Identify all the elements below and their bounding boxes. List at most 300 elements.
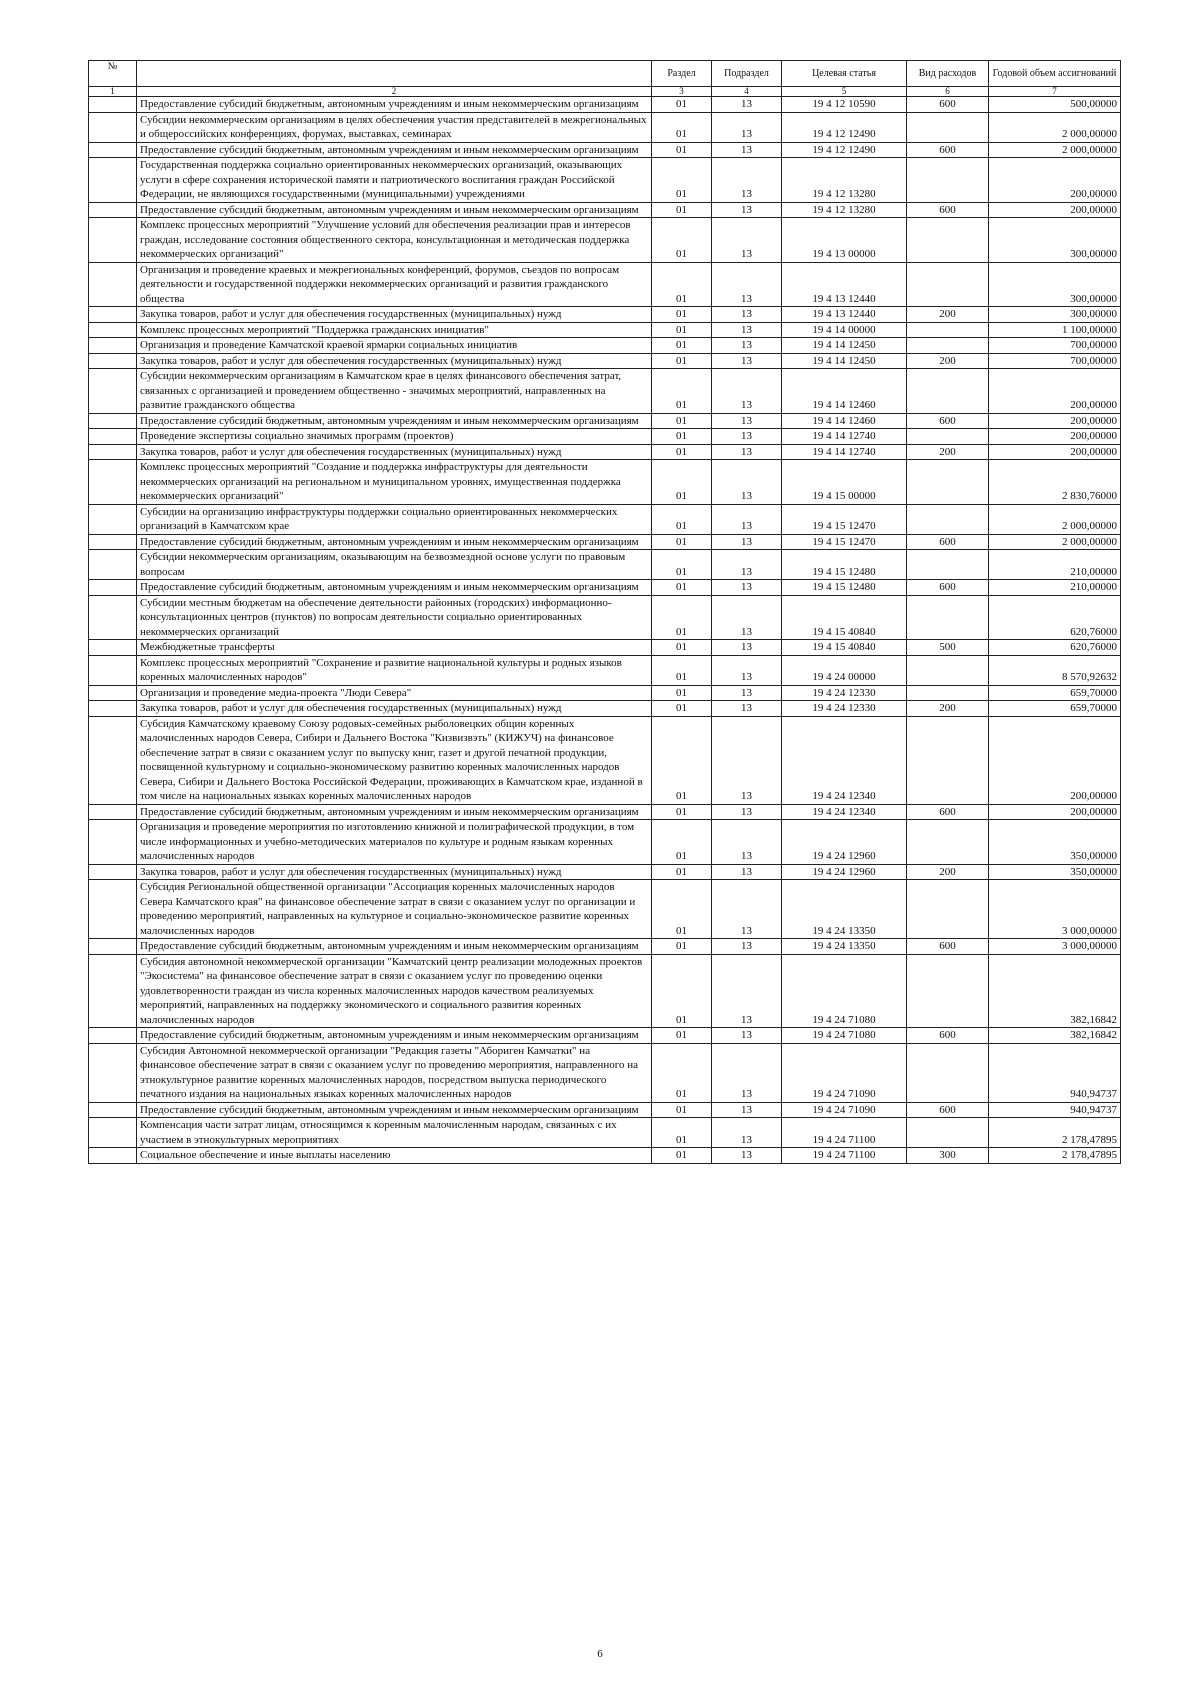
row-description-cell: Предоставление субсидий бюджетным, автономным учреждениям и иным некоммерческим организациям: [137, 413, 652, 429]
row-expense-type-cell: 600: [907, 413, 989, 429]
table-row: [89, 701, 1121, 717]
row-razdel-cell: 01: [652, 112, 712, 142]
row-podrazdel-cell: 13: [712, 413, 782, 429]
row-num-cell: [89, 880, 137, 939]
table-row: [89, 685, 1121, 701]
row-description-cell: Проведение экспертизы социально значимых программ (проектов): [137, 429, 652, 445]
row-target-cell: 19 4 14 12740: [782, 444, 907, 460]
header-podrazdel: Подраздел: [712, 61, 782, 87]
row-razdel-cell: 01: [652, 716, 712, 804]
row-description-cell: Закупка товаров, работ и услуг для обеспечения государственных (муниципальных) нужд: [137, 864, 652, 880]
row-expense-type-cell: [907, 369, 989, 414]
row-podrazdel-cell: 13: [712, 655, 782, 685]
row-description-cell: Комплекс процессных мероприятий "Поддержка гражданских инициатив": [137, 322, 652, 338]
row-podrazdel-cell: 13: [712, 338, 782, 354]
row-razdel-cell: 01: [652, 939, 712, 955]
row-razdel-cell: 01: [652, 142, 712, 158]
row-target-cell: 19 4 24 71100: [782, 1118, 907, 1148]
row-description-cell: Субсидия автономной некоммерческой организации "Камчатский центр реализации молодежных проектов "Экосистема" на финансовое обеспечение затрат в связи с оказанием услуг по проведению оценки удовлетворенности граждан из числа коренных малочисленных народов качеством реализуемых мероприятий, направленных на поддержку экономического и социального развития коренных малочисленных народов: [137, 954, 652, 1028]
row-target-cell: 19 4 24 12340: [782, 804, 907, 820]
row-amount-cell: 659,70000: [989, 685, 1121, 701]
row-amount-cell: 8 570,92632: [989, 655, 1121, 685]
row-podrazdel-cell: 13: [712, 954, 782, 1028]
row-target-cell: 19 4 24 12960: [782, 820, 907, 865]
row-description-cell: Комплекс процессных мероприятий "Сохранение и развитие национальной культуры и родных языков коренных малочисленных народов": [137, 655, 652, 685]
row-description-cell: Организация и проведение краевых и межрегиональных конференций, форумов, съездов по вопросам деятельности и государственной поддержки некоммерческих организаций и развития гражданского общества: [137, 262, 652, 307]
row-amount-cell: 200,00000: [989, 158, 1121, 203]
row-target-cell: 19 4 14 12460: [782, 413, 907, 429]
row-expense-type-cell: [907, 218, 989, 263]
row-expense-type-cell: 600: [907, 580, 989, 596]
table-body: [89, 97, 1121, 1164]
row-expense-type-cell: [907, 322, 989, 338]
row-expense-type-cell: 600: [907, 939, 989, 955]
row-podrazdel-cell: 13: [712, 353, 782, 369]
row-razdel-cell: 01: [652, 413, 712, 429]
row-target-cell: 19 4 15 40840: [782, 640, 907, 656]
row-target-cell: 19 4 24 71100: [782, 1148, 907, 1164]
header-index-2: 2: [137, 87, 652, 97]
row-expense-type-cell: 200: [907, 444, 989, 460]
header-expense-type: Вид расходов: [907, 61, 989, 87]
row-podrazdel-cell: 13: [712, 112, 782, 142]
row-amount-cell: 200,00000: [989, 202, 1121, 218]
row-num-cell: [89, 864, 137, 880]
table-row: [89, 262, 1121, 307]
row-podrazdel-cell: 13: [712, 1118, 782, 1148]
row-amount-cell: 620,76000: [989, 640, 1121, 656]
row-razdel-cell: 01: [652, 1028, 712, 1044]
row-razdel-cell: 01: [652, 97, 712, 113]
row-expense-type-cell: [907, 504, 989, 534]
row-description-cell: Организация и проведение Камчатской краевой ярмарки социальных инициатив: [137, 338, 652, 354]
row-expense-type-cell: [907, 158, 989, 203]
row-description-cell: Предоставление субсидий бюджетным, автономным учреждениям и иным некоммерческим организациям: [137, 142, 652, 158]
row-target-cell: 19 4 24 12340: [782, 716, 907, 804]
row-description-cell: Организация и проведение медиа-проекта "Люди Севера": [137, 685, 652, 701]
row-amount-cell: 700,00000: [989, 353, 1121, 369]
row-razdel-cell: 01: [652, 804, 712, 820]
row-description-cell: Предоставление субсидий бюджетным, автономным учреждениям и иным некоммерческим организациям: [137, 580, 652, 596]
budget-table: [88, 60, 1121, 1164]
row-target-cell: 19 4 24 71090: [782, 1102, 907, 1118]
row-amount-cell: 620,76000: [989, 595, 1121, 640]
row-expense-type-cell: [907, 880, 989, 939]
row-num-cell: [89, 655, 137, 685]
row-target-cell: 19 4 14 12460: [782, 369, 907, 414]
row-podrazdel-cell: 13: [712, 804, 782, 820]
row-target-cell: 19 4 13 12440: [782, 262, 907, 307]
row-num-cell: [89, 460, 137, 505]
row-amount-cell: 300,00000: [989, 218, 1121, 263]
row-target-cell: 19 4 15 40840: [782, 595, 907, 640]
row-amount-cell: 2 000,00000: [989, 504, 1121, 534]
row-num-cell: [89, 685, 137, 701]
row-description-cell: Социальное обеспечение и иные выплаты населению: [137, 1148, 652, 1164]
row-podrazdel-cell: 13: [712, 142, 782, 158]
row-expense-type-cell: 600: [907, 804, 989, 820]
row-target-cell: 19 4 13 00000: [782, 218, 907, 263]
row-razdel-cell: 01: [652, 640, 712, 656]
row-expense-type-cell: 600: [907, 202, 989, 218]
row-razdel-cell: 01: [652, 218, 712, 263]
row-amount-cell: 350,00000: [989, 820, 1121, 865]
row-target-cell: 19 4 12 10590: [782, 97, 907, 113]
row-target-cell: 19 4 24 12330: [782, 685, 907, 701]
row-amount-cell: 210,00000: [989, 580, 1121, 596]
row-target-cell: 19 4 15 12480: [782, 580, 907, 596]
row-description-cell: Субсидия Камчатскому краевому Союзу родовых-семейных рыболовецких общин коренных малочисленных народов Севера, Сибири и Дальнего Востока "Кизвизвэть" (КИЖУЧ) на финансовое обеспечение затрат в связи с оказанием услуг по выпуску книг, газет и другой печатной продукции, посвященной культурному и социально-экономическому развитию коренных малочисленных народов Севера, Сибири и Дальнего Востока Российской Федерации, проживающих в Камчатском крае, изданной в том числе на национальных языках коренных малочисленных народов: [137, 716, 652, 804]
row-podrazdel-cell: 13: [712, 322, 782, 338]
table-row: [89, 429, 1121, 445]
table-row: [89, 954, 1121, 1028]
row-target-cell: 19 4 14 12450: [782, 353, 907, 369]
row-description-cell: Субсидия Региональной общественной организации "Ассоциация коренных малочисленных народов Севера Камчатского края" на финансовое обеспечение затрат в связи с оказанием услуг по организации и проведению мероприятий, направленных на культурное и социально-экономическое развитие коренных малочисленных народов: [137, 880, 652, 939]
table-row: [89, 534, 1121, 550]
row-target-cell: 19 4 24 13350: [782, 880, 907, 939]
row-expense-type-cell: 600: [907, 142, 989, 158]
row-amount-cell: 2 178,47895: [989, 1118, 1121, 1148]
row-amount-cell: 2 178,47895: [989, 1148, 1121, 1164]
row-amount-cell: 200,00000: [989, 369, 1121, 414]
row-razdel-cell: 01: [652, 369, 712, 414]
row-target-cell: 19 4 12 12490: [782, 112, 907, 142]
row-expense-type-cell: [907, 716, 989, 804]
table-row: [89, 322, 1121, 338]
row-razdel-cell: 01: [652, 338, 712, 354]
table-row: [89, 158, 1121, 203]
row-num-cell: [89, 820, 137, 865]
row-razdel-cell: 01: [652, 1102, 712, 1118]
row-expense-type-cell: [907, 595, 989, 640]
row-podrazdel-cell: 13: [712, 580, 782, 596]
row-description-cell: Комплекс процессных мероприятий "Создание и поддержка инфраструктуры для деятельности некоммерческих организаций на региональном и муниципальном уровнях, имущественная поддержка некоммерческих организаций": [137, 460, 652, 505]
row-target-cell: 19 4 14 00000: [782, 322, 907, 338]
budget-sheet: [88, 60, 1120, 1164]
table-row: [89, 640, 1121, 656]
row-num-cell: [89, 1102, 137, 1118]
row-podrazdel-cell: 13: [712, 1102, 782, 1118]
table-row: [89, 218, 1121, 263]
table-row: [89, 142, 1121, 158]
row-num-cell: [89, 112, 137, 142]
table-row: [89, 369, 1121, 414]
row-expense-type-cell: 500: [907, 640, 989, 656]
row-expense-type-cell: 600: [907, 534, 989, 550]
row-target-cell: 19 4 15 12470: [782, 534, 907, 550]
row-target-cell: 19 4 15 00000: [782, 460, 907, 505]
row-podrazdel-cell: 13: [712, 202, 782, 218]
row-target-cell: 19 4 14 12450: [782, 338, 907, 354]
row-razdel-cell: 01: [652, 880, 712, 939]
header-num: №: [89, 61, 137, 87]
row-num-cell: [89, 595, 137, 640]
table-row: [89, 939, 1121, 955]
row-target-cell: 19 4 24 71080: [782, 1028, 907, 1044]
row-razdel-cell: 01: [652, 1043, 712, 1102]
row-amount-cell: 2 830,76000: [989, 460, 1121, 505]
row-description-cell: Государственная поддержка социально ориентированных некоммерческих организаций, оказывающих услуги в сфере сохранения исторической памяти и патриотического воспитания граждан Российской Федерации, не являющихся государственными (муниципальными) учреждениями: [137, 158, 652, 203]
row-expense-type-cell: [907, 338, 989, 354]
row-num-cell: [89, 580, 137, 596]
table-row: [89, 820, 1121, 865]
row-amount-cell: 200,00000: [989, 429, 1121, 445]
row-podrazdel-cell: 13: [712, 820, 782, 865]
row-num-cell: [89, 1028, 137, 1044]
row-expense-type-cell: 200: [907, 864, 989, 880]
row-target-cell: 19 4 24 00000: [782, 655, 907, 685]
table-row: [89, 504, 1121, 534]
row-podrazdel-cell: 13: [712, 1148, 782, 1164]
row-target-cell: 19 4 24 13350: [782, 939, 907, 955]
row-podrazdel-cell: 13: [712, 1028, 782, 1044]
row-description-cell: Субсидии местным бюджетам на обеспечение деятельности районных (городских) информационно-консультационных центров (пунктов) по вопросам деятельности социально ориентированных некоммерческих организаций: [137, 595, 652, 640]
row-razdel-cell: 01: [652, 580, 712, 596]
row-amount-cell: 200,00000: [989, 716, 1121, 804]
row-num-cell: [89, 322, 137, 338]
row-target-cell: 19 4 15 12470: [782, 504, 907, 534]
row-expense-type-cell: 600: [907, 97, 989, 113]
row-podrazdel-cell: 13: [712, 369, 782, 414]
row-description-cell: Организация и проведение мероприятия по изготовлению книжной и полиграфической продукции, в том числе информационных и учебно-методических материалов по культуре и родным языкам коренных малочисленных народов: [137, 820, 652, 865]
row-description-cell: Субсидии некоммерческим организациям в Камчатском крае в целях финансового обеспечения затрат, связанных с организацией и проведением общественно - значимых мероприятий, направленных на развитие гражданского общества: [137, 369, 652, 414]
row-num-cell: [89, 550, 137, 580]
row-num-cell: [89, 369, 137, 414]
row-razdel-cell: 01: [652, 444, 712, 460]
row-amount-cell: 210,00000: [989, 550, 1121, 580]
table-row: [89, 1043, 1121, 1102]
row-expense-type-cell: [907, 550, 989, 580]
row-target-cell: 19 4 13 12440: [782, 307, 907, 323]
row-amount-cell: 2 000,00000: [989, 142, 1121, 158]
row-razdel-cell: 01: [652, 954, 712, 1028]
table-row: [89, 1118, 1121, 1148]
row-razdel-cell: 01: [652, 322, 712, 338]
row-podrazdel-cell: 13: [712, 939, 782, 955]
row-expense-type-cell: [907, 1118, 989, 1148]
row-razdel-cell: 01: [652, 534, 712, 550]
row-num-cell: [89, 429, 137, 445]
header-razdel: Раздел: [652, 61, 712, 87]
row-podrazdel-cell: 13: [712, 97, 782, 113]
row-podrazdel-cell: 13: [712, 218, 782, 263]
row-expense-type-cell: [907, 112, 989, 142]
row-num-cell: [89, 202, 137, 218]
row-razdel-cell: 01: [652, 550, 712, 580]
row-expense-type-cell: 600: [907, 1102, 989, 1118]
row-target-cell: 19 4 15 12480: [782, 550, 907, 580]
row-podrazdel-cell: 13: [712, 504, 782, 534]
row-description-cell: Предоставление субсидий бюджетным, автономным учреждениям и иным некоммерческим организациям: [137, 804, 652, 820]
row-podrazdel-cell: 13: [712, 595, 782, 640]
row-expense-type-cell: [907, 685, 989, 701]
table-row: [89, 460, 1121, 505]
row-description-cell: Субсидии некоммерческим организациям в целях обеспечения участия представителей в межрегиональных и общероссийских конференциях, форумах, выставках, семинарах: [137, 112, 652, 142]
row-num-cell: [89, 353, 137, 369]
row-description-cell: Закупка товаров, работ и услуг для обеспечения государственных (муниципальных) нужд: [137, 307, 652, 323]
row-amount-cell: 700,00000: [989, 338, 1121, 354]
row-num-cell: [89, 1118, 137, 1148]
row-razdel-cell: 01: [652, 595, 712, 640]
row-num-cell: [89, 338, 137, 354]
row-razdel-cell: 01: [652, 353, 712, 369]
header-index-1: 1: [89, 87, 137, 97]
row-expense-type-cell: [907, 1043, 989, 1102]
row-amount-cell: 300,00000: [989, 262, 1121, 307]
row-target-cell: 19 4 24 12960: [782, 864, 907, 880]
row-target-cell: 19 4 14 12740: [782, 429, 907, 445]
row-num-cell: [89, 158, 137, 203]
row-expense-type-cell: 600: [907, 1028, 989, 1044]
header-index-7: 7: [989, 87, 1121, 97]
row-target-cell: 19 4 24 71080: [782, 954, 907, 1028]
row-num-cell: [89, 307, 137, 323]
row-expense-type-cell: [907, 820, 989, 865]
table-row: [89, 444, 1121, 460]
row-podrazdel-cell: 13: [712, 640, 782, 656]
row-description-cell: Предоставление субсидий бюджетным, автономным учреждениям и иным некоммерческим организациям: [137, 939, 652, 955]
row-razdel-cell: 01: [652, 307, 712, 323]
row-expense-type-cell: [907, 429, 989, 445]
row-podrazdel-cell: 13: [712, 685, 782, 701]
table-row: [89, 202, 1121, 218]
row-expense-type-cell: [907, 262, 989, 307]
row-amount-cell: 382,16842: [989, 954, 1121, 1028]
row-amount-cell: 940,94737: [989, 1043, 1121, 1102]
row-podrazdel-cell: 13: [712, 701, 782, 717]
row-description-cell: Закупка товаров, работ и услуг для обеспечения государственных (муниципальных) нужд: [137, 353, 652, 369]
row-expense-type-cell: [907, 460, 989, 505]
row-podrazdel-cell: 13: [712, 864, 782, 880]
row-description-cell: Комплекс процессных мероприятий "Улучшение условий для обеспечения реализации прав и интересов граждан, исследование состояния общественного сектора, консультационная и методическая поддержка некоммерческих организаций": [137, 218, 652, 263]
row-num-cell: [89, 413, 137, 429]
row-description-cell: Предоставление субсидий бюджетным, автономным учреждениям и иным некоммерческим организациям: [137, 97, 652, 113]
table-row: [89, 580, 1121, 596]
table-row: [89, 97, 1121, 113]
row-podrazdel-cell: 13: [712, 550, 782, 580]
row-amount-cell: 300,00000: [989, 307, 1121, 323]
row-razdel-cell: 01: [652, 504, 712, 534]
row-podrazdel-cell: 13: [712, 460, 782, 505]
row-description-cell: Субсидии на организацию инфраструктуры поддержки социально ориентированных некоммерческих организаций в Камчатском крае: [137, 504, 652, 534]
row-description-cell: Предоставление субсидий бюджетным, автономным учреждениям и иным некоммерческим организациям: [137, 1102, 652, 1118]
row-podrazdel-cell: 13: [712, 307, 782, 323]
table-row: [89, 1028, 1121, 1044]
row-amount-cell: 200,00000: [989, 413, 1121, 429]
row-razdel-cell: 01: [652, 820, 712, 865]
row-target-cell: 19 4 12 13280: [782, 202, 907, 218]
table-row: [89, 864, 1121, 880]
row-description-cell: Закупка товаров, работ и услуг для обеспечения государственных (муниципальных) нужд: [137, 444, 652, 460]
table-row: [89, 716, 1121, 804]
row-description-cell: Закупка товаров, работ и услуг для обеспечения государственных (муниципальных) нужд: [137, 701, 652, 717]
row-description-cell: Предоставление субсидий бюджетным, автономным учреждениям и иным некоммерческим организациям: [137, 1028, 652, 1044]
row-razdel-cell: 01: [652, 685, 712, 701]
table-row: [89, 1148, 1121, 1164]
row-razdel-cell: 01: [652, 158, 712, 203]
row-expense-type-cell: 200: [907, 353, 989, 369]
row-razdel-cell: 01: [652, 864, 712, 880]
row-podrazdel-cell: 13: [712, 880, 782, 939]
row-podrazdel-cell: 13: [712, 444, 782, 460]
row-podrazdel-cell: 13: [712, 158, 782, 203]
row-num-cell: [89, 534, 137, 550]
row-num-cell: [89, 218, 137, 263]
row-razdel-cell: 01: [652, 202, 712, 218]
row-razdel-cell: 01: [652, 701, 712, 717]
row-amount-cell: 1 100,00000: [989, 322, 1121, 338]
row-razdel-cell: 01: [652, 429, 712, 445]
row-podrazdel-cell: 13: [712, 262, 782, 307]
row-amount-cell: 500,00000: [989, 97, 1121, 113]
row-num-cell: [89, 716, 137, 804]
row-amount-cell: 350,00000: [989, 864, 1121, 880]
row-amount-cell: 2 000,00000: [989, 534, 1121, 550]
header-index-4: 4: [712, 87, 782, 97]
row-num-cell: [89, 142, 137, 158]
row-target-cell: 19 4 12 12490: [782, 142, 907, 158]
row-num-cell: [89, 1148, 137, 1164]
table-row: [89, 353, 1121, 369]
row-target-cell: 19 4 12 13280: [782, 158, 907, 203]
row-razdel-cell: 01: [652, 1118, 712, 1148]
row-expense-type-cell: 200: [907, 307, 989, 323]
row-description-cell: Компенсация части затрат лицам, относящимся к коренным малочисленным народам, связанных с их участием в этнокультурных мероприятиях: [137, 1118, 652, 1148]
row-num-cell: [89, 804, 137, 820]
table-row: [89, 413, 1121, 429]
row-num-cell: [89, 954, 137, 1028]
row-expense-type-cell: [907, 655, 989, 685]
row-amount-cell: 659,70000: [989, 701, 1121, 717]
table-row: [89, 112, 1121, 142]
table-row: [89, 880, 1121, 939]
row-num-cell: [89, 939, 137, 955]
row-num-cell: [89, 640, 137, 656]
row-description-cell: Субсидия Автономной некоммерческой организации "Редакция газеты "Абориген Камчатки" на финансовое обеспечение затрат в связи с оказанием услуг по проведению мероприятия, направленного на этнокультурное развитие коренных малочисленных народов, посредством выпуска периодического печатного издания на национальных языках коренных малочисленных народов: [137, 1043, 652, 1102]
table-row: [89, 307, 1121, 323]
row-razdel-cell: 01: [652, 655, 712, 685]
row-expense-type-cell: [907, 954, 989, 1028]
row-expense-type-cell: 300: [907, 1148, 989, 1164]
row-amount-cell: 3 000,00000: [989, 939, 1121, 955]
table-row: [89, 1102, 1121, 1118]
row-podrazdel-cell: 13: [712, 1043, 782, 1102]
row-amount-cell: 200,00000: [989, 804, 1121, 820]
header-target: Целевая статья: [782, 61, 907, 87]
row-target-cell: 19 4 24 71090: [782, 1043, 907, 1102]
row-description-cell: Предоставление субсидий бюджетным, автономным учреждениям и иным некоммерческим организациям: [137, 534, 652, 550]
row-razdel-cell: 01: [652, 460, 712, 505]
page-number: 6: [597, 1648, 603, 1660]
header-amount: Годовой объем ассигнований: [989, 61, 1121, 87]
row-amount-cell: 2 000,00000: [989, 112, 1121, 142]
row-podrazdel-cell: 13: [712, 534, 782, 550]
row-target-cell: 19 4 24 12330: [782, 701, 907, 717]
row-podrazdel-cell: 13: [712, 429, 782, 445]
row-description-cell: Предоставление субсидий бюджетным, автономным учреждениям и иным некоммерческим организациям: [137, 202, 652, 218]
row-num-cell: [89, 504, 137, 534]
table-row: [89, 595, 1121, 640]
row-description-cell: Межбюджетные трансферты: [137, 640, 652, 656]
table-row: [89, 804, 1121, 820]
row-razdel-cell: 01: [652, 262, 712, 307]
header-description: [137, 61, 652, 87]
row-num-cell: [89, 97, 137, 113]
row-amount-cell: 382,16842: [989, 1028, 1121, 1044]
row-description-cell: Субсидии некоммерческим организациям, оказывающим на безвозмездной основе услуги по правовым вопросам: [137, 550, 652, 580]
row-amount-cell: 940,94737: [989, 1102, 1121, 1118]
header-index-3: 3: [652, 87, 712, 97]
